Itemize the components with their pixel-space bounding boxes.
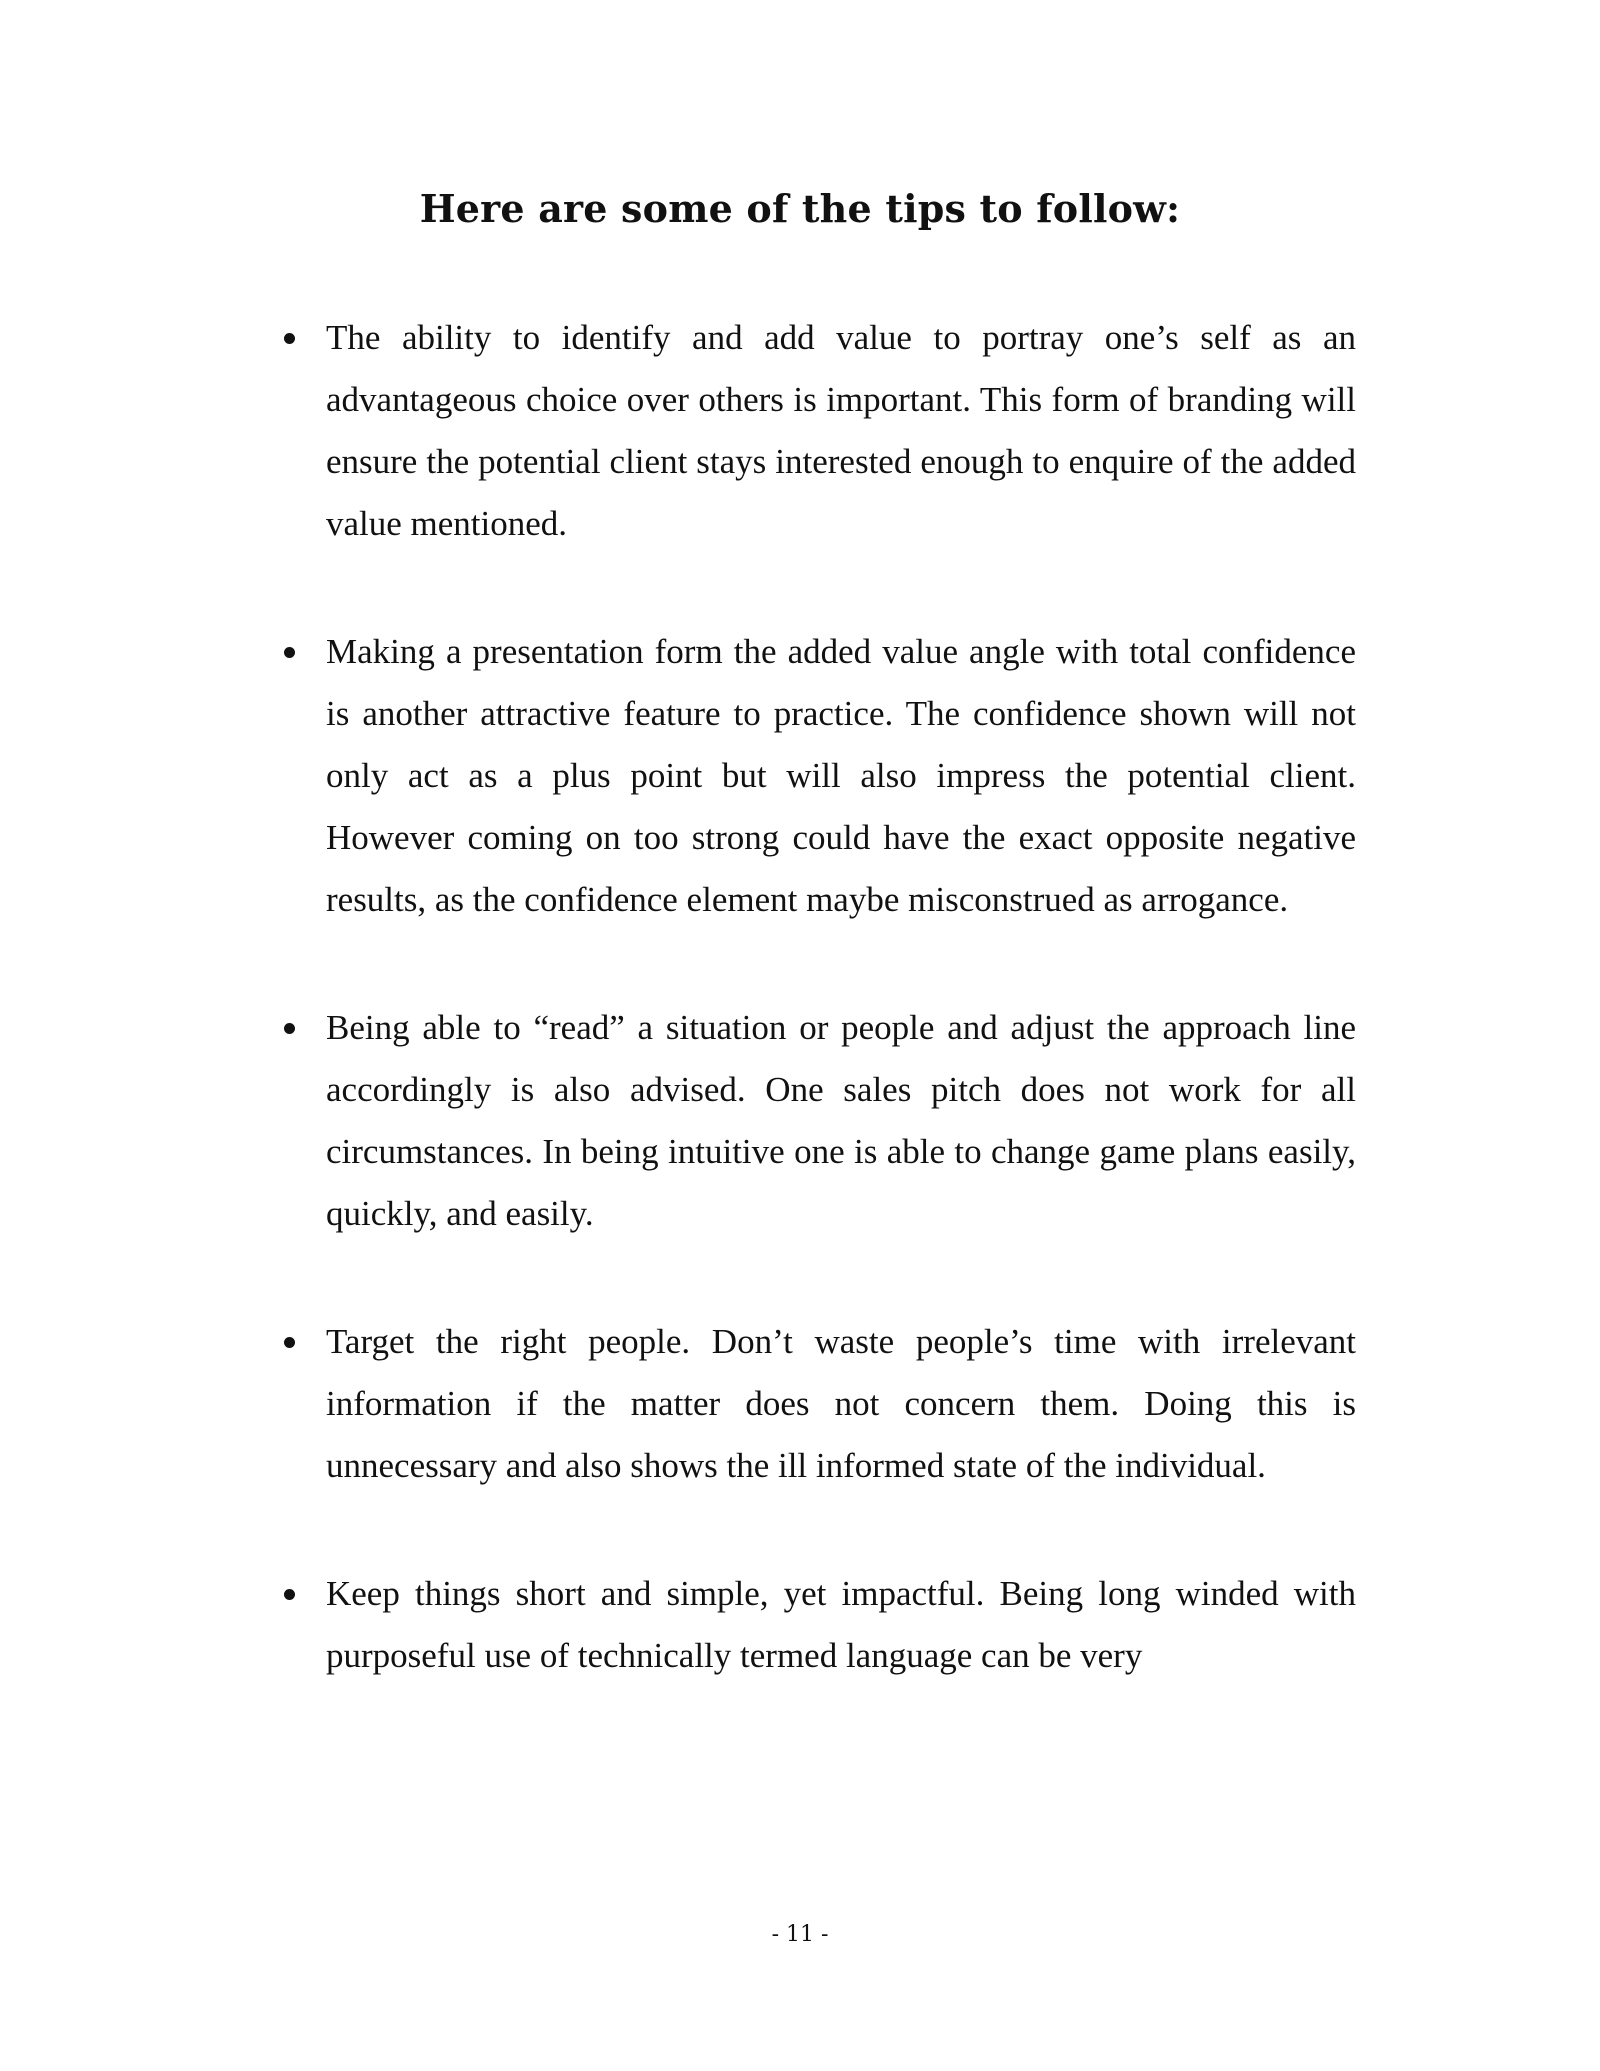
tip-item [272,1563,1356,1687]
tip-text: Being able to “read” a situation or people and adjust the approach line accordingly is also advised. One sales pitch does not work for all circumstances. In being intuitive one is able to change game plans easily, quickly, and easily. [326,1008,1356,1233]
tips-list [272,307,1356,1687]
page-heading: Here are some of the tips to follow: [419,186,1181,231]
page-number: - 11 - [771,1922,829,1947]
tip-item [272,307,1356,555]
tip-text: Target the right people. Don’t waste people’s time with irrelevant information if the matter does not concern them. Doing this is unnecessary and also shows the ill informed state of the individual. [326,1322,1356,1485]
bullet-icon [284,333,295,344]
bullet-icon [284,1337,295,1348]
tip-text: Keep things short and simple, yet impactful. Being long winded with purposeful use of technically termed language can be very [326,1574,1356,1675]
tip-item [272,1311,1356,1497]
tip-item [272,621,1356,931]
bullet-icon [284,1589,295,1600]
tip-text: The ability to identify and add value to portray one’s self as an advantageous choice over others is important. This form of branding will ensure the potential client stays interested enough to enquire of the added value mentioned. [326,318,1356,543]
bullet-icon [284,647,295,658]
tip-item [272,997,1356,1245]
tip-text: Making a presentation form the added value angle with total confidence is another attractive feature to practice. The confidence shown will not only act as a plus point but will also impress the potential client. However coming on too strong could have the exact opposite negative results, as the confidence element maybe misconstrued as arrogance. [326,632,1356,919]
bullet-icon [284,1023,295,1034]
